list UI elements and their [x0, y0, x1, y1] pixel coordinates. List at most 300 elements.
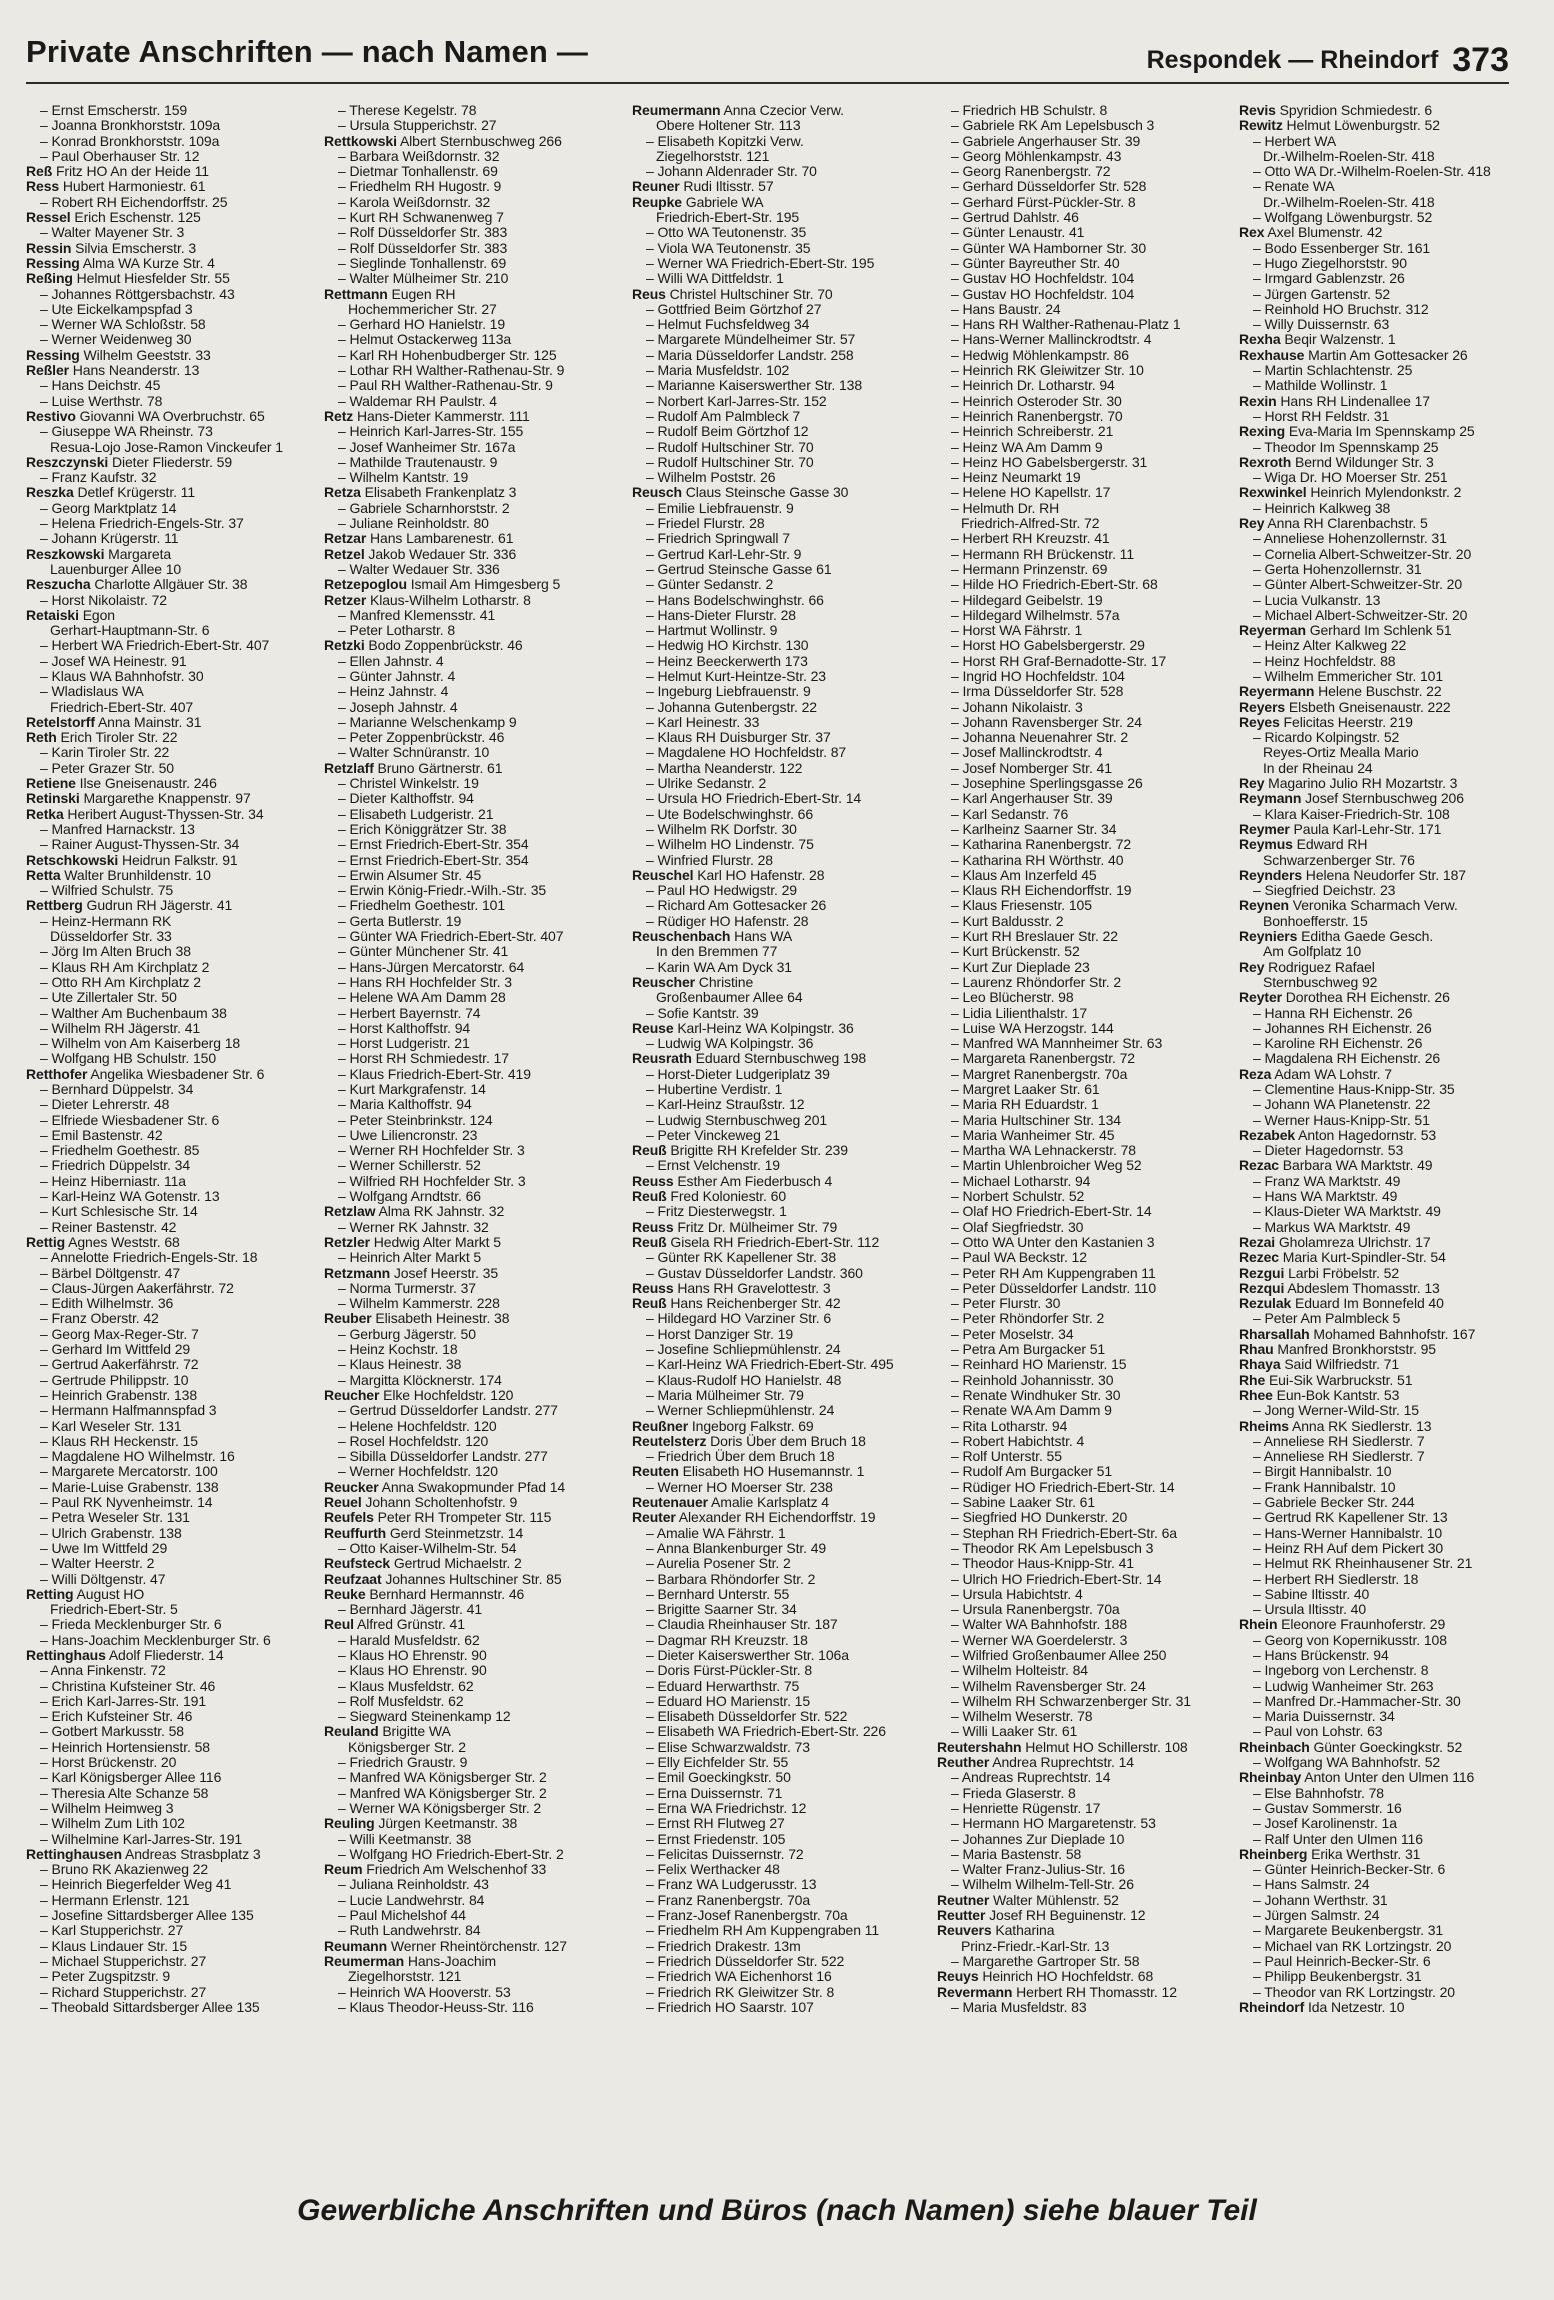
- directory-entry: – Edith Wilhelmstr. 36: [40, 1296, 174, 1312]
- directory-entry: – Gottfried Beim Görtzhof 27: [646, 301, 822, 317]
- directory-entry: Rezabek Anton Hagedornstr. 53: [1239, 1127, 1437, 1143]
- directory-entry: – Kurt Zur Dieplade 23: [951, 959, 1090, 975]
- directory-entry: – Heinz RH Auf dem Pickert 30: [1253, 1540, 1444, 1556]
- directory-entry: Königsberger Str. 2: [348, 1739, 466, 1755]
- directory-entry: – Marianne Kaiserswerther Str. 138: [646, 378, 863, 394]
- directory-entry: Reuß Brigitte RH Krefelder Str. 239: [632, 1143, 848, 1159]
- directory-entry: Rezqui Abdeslem Thomasstr. 13: [1239, 1280, 1440, 1296]
- directory-entry: Reuss Hans RH Gravelottestr. 3: [632, 1280, 831, 1296]
- directory-entry: – Eduard HO Marienstr. 15: [646, 1693, 811, 1709]
- directory-entry: – Claudia Rheinhauser Str. 187: [646, 1617, 838, 1633]
- directory-entry: Reufels Peter RH Trompeter Str. 115: [324, 1510, 552, 1526]
- directory-entry: Reyermann Helene Buschstr. 22: [1239, 684, 1442, 700]
- directory-entry: – Rudolf Am Burgacker 51: [951, 1464, 1113, 1480]
- directory-entry: – Michael Lotharstr. 94: [951, 1173, 1091, 1189]
- directory-entry: Reyter Dorothea RH Eichenstr. 26: [1239, 990, 1450, 1006]
- directory-entry: – Karin WA Am Dyck 31: [646, 959, 792, 975]
- directory-entry: – Margareta Ranenbergstr. 72: [951, 1051, 1135, 1067]
- directory-entry: Rhau Manfred Bronkhorststr. 95: [1239, 1342, 1436, 1358]
- directory-entry: – Ursula HO Friedrich-Ebert-Str. 14: [646, 791, 862, 807]
- listing-columns: [26, 103, 1509, 2163]
- directory-entry: – Brigitte Saarner Str. 34: [646, 1602, 797, 1618]
- directory-entry: Rhaya Said Wilfriedstr. 71: [1239, 1357, 1400, 1373]
- directory-entry: – Heinz Kochstr. 18: [338, 1342, 458, 1358]
- directory-entry: – Margarete Mercatorstr. 100: [40, 1464, 218, 1480]
- directory-entry: In den Bremmen 77: [656, 944, 778, 960]
- directory-entry: – Wilhelm Wilhelm-Tell-Str. 26: [951, 1877, 1134, 1893]
- directory-entry: – Johann Werthstr. 31: [1253, 1892, 1388, 1908]
- directory-entry: – Claus-Jürgen Aakerfährstr. 72: [40, 1280, 234, 1296]
- directory-entry: – Sibilla Düsseldorfer Landstr. 277: [338, 1449, 548, 1465]
- directory-entry: – Ralf Unter den Ulmen 116: [1253, 1831, 1423, 1847]
- directory-entry: – Margret Laaker Str. 61: [951, 1082, 1100, 1097]
- name-range: Respondek — Rheindorf: [1146, 46, 1439, 74]
- directory-entry: – Siegward Steinenkamp 12: [338, 1709, 511, 1725]
- directory-entry: – Juliana Reinholdstr. 43: [338, 1877, 489, 1893]
- directory-entry: – Hildegard Wilhelmstr. 57a: [951, 607, 1120, 623]
- directory-entry: – Margarethe Gartroper Str. 58: [951, 1953, 1140, 1969]
- directory-entry: – Horst Nikolaistr. 72: [40, 592, 167, 608]
- directory-entry: – Irma Düsseldorfer Str. 528: [951, 684, 1124, 700]
- directory-entry: Düsseldorfer Str. 33: [50, 929, 172, 945]
- directory-entry: – Felicitas Duissernstr. 72: [646, 1846, 804, 1862]
- directory-entry: – Anna Finkenstr. 72: [40, 1663, 166, 1679]
- directory-entry: – Peter Rhöndorfer Str. 2: [951, 1311, 1105, 1327]
- directory-entry: – Josef WA Heinestr. 91: [40, 653, 187, 669]
- directory-entry: – Norbert Schulstr. 52: [951, 1189, 1085, 1205]
- directory-entry: – Friedhelm RH Am Kuppengraben 11: [646, 1923, 880, 1939]
- directory-entry: Reus Christel Hultschiner Str. 70: [632, 286, 833, 302]
- directory-entry: Rexin Hans RH Lindenallee 17: [1239, 393, 1430, 409]
- directory-entry: – Manfred Klemensstr. 41: [338, 607, 496, 623]
- directory-entry: – Werner Weidenweg 30: [40, 332, 192, 348]
- directory-entry: – Anna Blankenburger Str. 49: [646, 1540, 827, 1556]
- directory-entry: Reutershahn Helmut HO Schillerstr. 108: [937, 1739, 1188, 1755]
- directory-entry: – Wladislaus WA: [40, 684, 144, 700]
- directory-entry: – Heinz Beeckerwerth 173: [646, 653, 808, 669]
- directory-entry: – Kurt RH Breslauer Str. 22: [951, 929, 1118, 945]
- directory-entry: – Heinz Hochfeldstr. 88: [1253, 653, 1396, 669]
- directory-entry: – Richard Am Gottesacker 26: [646, 898, 827, 914]
- directory-entry: Rettig Agnes Weststr. 68: [26, 1234, 180, 1250]
- directory-entry: Reuscher Christine: [632, 974, 754, 990]
- directory-entry: – Herbert WA Friedrich-Ebert-Str. 407: [40, 638, 270, 654]
- directory-entry: – Heinrich Schreiberstr. 21: [951, 424, 1114, 440]
- directory-entry: – Hermann Halfmannspfad 3: [40, 1403, 217, 1419]
- directory-entry: – Heinrich Biegerfelder Weg 41: [40, 1877, 232, 1893]
- directory-entry: Reuschenbach Hans WA: [632, 929, 793, 945]
- directory-entry: – Wilhelm Weserstr. 78: [951, 1709, 1093, 1725]
- directory-entry: Reuss Fritz Dr. Mülheimer Str. 79: [632, 1219, 838, 1235]
- directory-entry: Retinski Margarethe Knappenstr. 97: [26, 791, 251, 807]
- directory-entry: – Wilhelm RH Schwarzenberger Str. 31: [951, 1693, 1191, 1709]
- directory-entry: – Horst RH Feldstr. 31: [1253, 408, 1390, 424]
- directory-entry: – Ulrike Sedanstr. 2: [646, 776, 767, 792]
- directory-entry: – Eduard Herwarthstr. 75: [646, 1678, 800, 1694]
- directory-entry: – Magdalena RH Eichenstr. 26: [1253, 1051, 1441, 1067]
- directory-entry: – Friedrich RK Gleiwitzer Str. 8: [646, 1984, 835, 2000]
- directory-entry: – Ludwig Sternbuschweg 201: [646, 1112, 828, 1128]
- directory-entry: – Olaf Siegfriedstr. 30: [951, 1219, 1084, 1235]
- directory-entry: Rexwinkel Heinrich Mylendonkstr. 2: [1239, 485, 1462, 501]
- directory-entry: – Johannes RH Eichenstr. 26: [1253, 1020, 1432, 1036]
- directory-entry: – Franz Ranenbergstr. 70a: [646, 1892, 811, 1908]
- directory-entry: – Rosel Hochfeldstr. 120: [338, 1433, 489, 1449]
- directory-entry: – Martin Uhlenbroicher Weg 52: [951, 1158, 1142, 1174]
- directory-entry: – Richard Stupperichstr. 27: [40, 1984, 207, 2000]
- directory-entry: – Katharina RH Wörthstr. 40: [951, 852, 1124, 868]
- directory-entry: – Erna WA Friedrichstr. 12: [646, 1800, 807, 1816]
- directory-entry: – Gertrud Dahlstr. 46: [951, 210, 1079, 226]
- directory-entry: – Anneliese RH Siedlerstr. 7: [1253, 1449, 1425, 1465]
- directory-entry: – Heinz Hiberniastr. 11a: [40, 1173, 186, 1189]
- directory-entry: Reumerman Hans-Joachim: [324, 1953, 497, 1969]
- directory-entry: – Georg von Kopernikusstr. 108: [1253, 1632, 1447, 1648]
- directory-entry: – Heinz Alter Kalkweg 22: [1253, 638, 1407, 654]
- directory-entry: – Klaus Musfeldstr. 62: [338, 1678, 474, 1694]
- directory-entry: Reutelsterz Doris Über dem Bruch 18: [632, 1433, 866, 1449]
- directory-entry: – Lidia Lilienthalstr. 17: [951, 1005, 1088, 1021]
- directory-entry: Rettkowski Albert Sternbuschweg 266: [324, 133, 562, 149]
- directory-entry: – Else Bahnhofstr. 78: [1253, 1785, 1384, 1801]
- directory-entry: Rheindorf Ida Netzestr. 10: [1239, 1999, 1405, 2015]
- directory-entry: Rheinbay Anton Unter den Ulmen 116: [1239, 1770, 1475, 1786]
- directory-entry: – Franz-Josef Ranenbergstr. 70a: [646, 1908, 848, 1924]
- directory-entry: Ressing Alma WA Kurze Str. 4: [26, 255, 215, 271]
- directory-entry: – Emil Bastenstr. 42: [40, 1127, 163, 1143]
- directory-entry: – Manfred WA Königsberger Str. 2: [338, 1785, 547, 1801]
- directory-entry: Rettinghausen Andreas Strasbplatz 3: [26, 1846, 261, 1862]
- directory-entry: Ziegelhorststr. 121: [348, 1969, 462, 1985]
- directory-entry: – Wolfgang Löwenburgstr. 52: [1253, 210, 1433, 226]
- directory-entry: – Martha WA Lehnackerstr. 78: [951, 1143, 1136, 1159]
- directory-entry: – Bernhard Düppelstr. 34: [40, 1082, 194, 1097]
- directory-entry: Prinz-Friedr.-Karl-Str. 13: [961, 1938, 1110, 1954]
- directory-entry: – Günter Bayreuther Str. 40: [951, 255, 1120, 271]
- directory-entry: – Wilfried RH Hochfelder Str. 3: [338, 1173, 526, 1189]
- directory-entry: – Horst Danziger Str. 19: [646, 1326, 793, 1342]
- directory-entry: – Ursula Iltisstr. 40: [1253, 1602, 1367, 1618]
- directory-entry: – Friedel Flurstr. 28: [646, 516, 765, 532]
- directory-entry: Dr.-Wilhelm-Roelen-Str. 418: [1263, 194, 1435, 210]
- directory-entry: Reßing Helmut Hiesfelder Str. 55: [26, 271, 230, 287]
- directory-entry: – Karl Heinestr. 33: [646, 714, 760, 730]
- directory-entry: – Wilhelm Ravensberger Str. 24: [951, 1678, 1146, 1694]
- directory-entry: – Peter Am Palmbleck 5: [1253, 1311, 1401, 1327]
- directory-entry: – Elisabeth Düsseldorfer Str. 522: [646, 1709, 848, 1725]
- directory-entry: Rezac Barbara WA Marktstr. 49: [1239, 1158, 1433, 1174]
- directory-entry: – Henriette Rügenstr. 17: [951, 1800, 1101, 1816]
- directory-entry: – Klaus Theodor-Heuss-Str. 116: [338, 1999, 534, 2015]
- directory-entry: – Cornelia Albert-Schweitzer-Str. 20: [1253, 546, 1472, 562]
- directory-entry: Reum Friedrich Am Welschenhof 33: [324, 1862, 547, 1878]
- directory-entry: In der Rheinau 24: [1263, 760, 1373, 776]
- directory-entry: – Günter Sedanstr. 2: [646, 577, 774, 593]
- directory-entry: Reß Fritz HO An der Heide 11: [26, 164, 209, 180]
- directory-entry: – Werner RK Jahnstr. 32: [338, 1219, 489, 1235]
- directory-entry: – Margarete Beukenbergstr. 31: [1253, 1923, 1444, 1939]
- directory-entry: – Friedrich Düsseldorfer Str. 522: [646, 1953, 845, 1969]
- directory-entry: – Heinrich WA Hooverstr. 53: [338, 1984, 511, 2000]
- footer-note: Gewerbliche Anschriften und Büros (nach Namen) siehe blauer Teil: [297, 2194, 1257, 2227]
- directory-entry: – Heinrich Grabenstr. 138: [40, 1387, 198, 1403]
- directory-entry: – Friedrich Über dem Bruch 18: [646, 1449, 835, 1465]
- directory-entry: – Heinrich Kalkweg 38: [1253, 500, 1391, 516]
- directory-entry: – Karl-Heinz WA Gotenstr. 13: [40, 1189, 220, 1205]
- directory-entry: – Viola WA Teutonenstr. 35: [646, 240, 811, 256]
- directory-entry: – Mathilde Trautenaustr. 9: [338, 454, 498, 470]
- directory-entry: – Hildegard HO Varziner Str. 6: [646, 1311, 832, 1327]
- directory-entry: Reuke Bernhard Hermannstr. 46: [324, 1586, 525, 1602]
- directory-entry: – Gerhard Düsseldorfer Str. 528: [951, 179, 1147, 195]
- directory-entry: – Günter Lenaustr. 41: [951, 225, 1085, 241]
- directory-entry: – Klaus Heinestr. 38: [338, 1357, 462, 1373]
- directory-entry: Rettmann Eugen RH: [324, 286, 456, 302]
- directory-entry: – Heinrich Ranenbergstr. 70: [951, 408, 1123, 424]
- directory-entry: – Peter Zugspitzstr. 9: [40, 1969, 171, 1985]
- directory-entry: Reynders Helena Neudorfer Str. 187: [1239, 867, 1466, 883]
- directory-entry: – Gerhard Fürst-Pückler-Str. 8: [951, 194, 1136, 210]
- directory-entry: Rezgui Larbi Fröbelstr. 52: [1239, 1265, 1400, 1281]
- directory-entry: Rexing Eva-Maria Im Spennskamp 25: [1239, 424, 1475, 440]
- directory-entry: – Rainer August-Thyssen-Str. 34: [40, 837, 240, 853]
- directory-entry: Retka Heribert August-Thyssen-Str. 34: [26, 806, 264, 822]
- directory-entry: – Ellen Jahnstr. 4: [338, 653, 444, 669]
- directory-entry: – Clementine Haus-Knipp-Str. 35: [1253, 1082, 1455, 1097]
- directory-entry: – Friedrich Düppelstr. 34: [40, 1158, 191, 1174]
- directory-entry: Reuffurth Gerd Steinmetzstr. 14: [324, 1525, 524, 1541]
- directory-entry: – Elisabeth WA Friedrich-Ebert-Str. 226: [646, 1724, 886, 1740]
- directory-entry: – Willi Laaker Str. 61: [951, 1724, 1078, 1740]
- directory-entry: Reucker Anna Swakopmunder Pfad 14: [324, 1479, 566, 1495]
- directory-entry: – Klaus WA Bahnhofstr. 30: [40, 668, 204, 684]
- directory-entry: – Jong Werner-Wild-Str. 15: [1253, 1403, 1419, 1419]
- directory-entry: – Peter Lotharstr. 8: [338, 623, 456, 639]
- directory-entry: Retzer Klaus-Wilhelm Lotharstr. 8: [324, 592, 531, 608]
- directory-entry: – Siegfried HO Dunkerstr. 20: [951, 1510, 1128, 1526]
- directory-entry: – Margarete Mündelheimer Str. 57: [646, 332, 856, 348]
- directory-entry: – Maria Wanheimer Str. 45: [951, 1127, 1115, 1143]
- directory-entry: – Paul RH Walther-Rathenau-Str. 9: [338, 378, 553, 394]
- directory-entry: – Werner WA Goerdelerstr. 3: [951, 1632, 1128, 1648]
- directory-entry: Reyerman Gerhard Im Schlenk 51: [1239, 623, 1452, 639]
- directory-entry: – Uwe Liliencronstr. 23: [338, 1127, 478, 1143]
- directory-entry: – Helena Friedrich-Engels-Str. 37: [40, 516, 244, 532]
- directory-entry: – Joseph Jahnstr. 4: [338, 699, 458, 715]
- directory-entry: – Frank Hannibalstr. 10: [1253, 1479, 1396, 1495]
- directory-entry: – Sabine Iltisstr. 40: [1253, 1586, 1370, 1602]
- directory-entry: – Otto Kaiser-Wilhelm-Str. 54: [338, 1540, 517, 1556]
- directory-entry: – Helmut RK Rheinhausener Str. 21: [1253, 1556, 1473, 1572]
- listing-column-5: [1239, 103, 1509, 2163]
- directory-entry: – Karl Königsberger Allee 116: [40, 1770, 222, 1786]
- directory-entry: – Wilfried Schulstr. 75: [40, 883, 174, 899]
- directory-entry: Rettinghaus Adolf Fliederstr. 14: [26, 1647, 224, 1663]
- directory-entry: – Günter WA Friedrich-Ebert-Str. 407: [338, 929, 564, 945]
- directory-entry: – Gerhard HO Hanielstr. 19: [338, 317, 506, 333]
- directory-entry: – Heinz-Hermann RK: [40, 913, 172, 929]
- directory-entry: – Klaus RH Am Kirchplatz 2: [40, 959, 210, 975]
- directory-entry: – Hildegard Geibelstr. 19: [951, 592, 1103, 608]
- directory-entry: – Robert RH Eichendorffstr. 25: [40, 194, 228, 210]
- directory-entry: Retta Walter Brunhildenstr. 10: [26, 867, 211, 883]
- directory-entry: – Otto WA Teutonenstr. 35: [646, 225, 807, 241]
- directory-entry: – Waldemar RH Paulstr. 4: [338, 393, 497, 409]
- directory-entry: – Ludwig WA Kolpingstr. 36: [646, 1036, 814, 1052]
- directory-entry: – Walter Schnüranstr. 10: [338, 745, 490, 761]
- directory-entry: – Gabriele Scharnhorststr. 2: [338, 500, 510, 516]
- directory-entry: – Johann Krügerstr. 11: [40, 531, 179, 547]
- directory-entry: – Kurt Schlesische Str. 14: [40, 1204, 198, 1220]
- directory-entry: – Hans Baustr. 24: [951, 301, 1061, 317]
- directory-entry: Obere Holtener Str. 113: [656, 118, 801, 134]
- directory-entry: Retzlaff Bruno Gärtnerstr. 61: [324, 760, 503, 776]
- directory-entry: – Marie-Luise Grabenstr. 138: [40, 1479, 219, 1495]
- directory-entry: – Doris Fürst-Pückler-Str. 8: [646, 1663, 813, 1679]
- directory-entry: Retelstorff Anna Mainstr. 31: [26, 714, 202, 730]
- directory-entry: – Petra Weseler Str. 131: [40, 1510, 190, 1526]
- directory-entry: – Ernst Friedrich-Ebert-Str. 354: [338, 837, 529, 853]
- directory-entry: – Hermann Erlenstr. 121: [40, 1892, 190, 1908]
- directory-entry: – Hans Salmstr. 24: [1253, 1877, 1370, 1893]
- directory-entry: – Friedhelm RH Hugostr. 9: [338, 179, 502, 195]
- directory-entry: Gerhart-Hauptmann-Str. 6: [50, 623, 210, 639]
- directory-entry: – Johanna Gutenbergstr. 22: [646, 699, 817, 715]
- directory-entry: – Juliane Reinholdstr. 80: [338, 516, 489, 532]
- directory-entry: – Josefine Schliepmühlenstr. 24: [646, 1342, 841, 1358]
- directory-entry: – Konrad Bronkhorststr. 109a: [40, 133, 220, 149]
- directory-entry: Rey Magarino Julio RH Mozartstr. 3: [1239, 776, 1458, 792]
- directory-entry: – Wolfgang HB Schulstr. 150: [40, 1051, 217, 1067]
- directory-entry: – Willy Duissernstr. 63: [1253, 317, 1390, 333]
- directory-entry: Am Golfplatz 10: [1263, 944, 1362, 960]
- directory-entry: – Therese Kegelstr. 78: [338, 103, 477, 118]
- directory-entry: Retzmann Josef Heerstr. 35: [324, 1265, 499, 1281]
- directory-entry: – Herbert Bayernstr. 74: [338, 1005, 481, 1021]
- directory-entry: – Klaus RH Eichendorffstr. 19: [951, 883, 1132, 899]
- directory-entry: – Horst HO Gabelsbergerstr. 29: [951, 638, 1145, 654]
- directory-entry: Retzar Hans Lambarenestr. 61: [324, 531, 514, 547]
- directory-entry: Reutner Walter Mühlenstr. 52: [937, 1892, 1119, 1908]
- directory-entry: – Dieter Hagedornstr. 53: [1253, 1143, 1404, 1159]
- directory-entry: – Werner RH Hochfelder Str. 3: [338, 1143, 525, 1159]
- directory-entry: Rhe Eui-Sik Warbruckstr. 51: [1239, 1372, 1413, 1388]
- directory-entry: – Jürgen Salmstr. 24: [1253, 1908, 1380, 1924]
- directory-entry: – Ernst Velchenstr. 19: [646, 1158, 780, 1174]
- directory-entry: Ressin Silvia Emscherstr. 3: [26, 240, 197, 256]
- directory-entry: Reyes Felicitas Heerstr. 219: [1239, 714, 1413, 730]
- directory-entry: Rharsallah Mohamed Bahnhofstr. 167: [1239, 1326, 1476, 1342]
- page-number: 373: [1452, 41, 1509, 79]
- directory-entry: Reumermann Anna Czecior Verw.: [632, 103, 844, 118]
- directory-entry: Ressing Wilhelm Geeststr. 33: [26, 347, 211, 363]
- directory-entry: – Hedwig HO Kirchstr. 130: [646, 638, 809, 654]
- directory-entry: – Rudolf Beim Görtzhof 12: [646, 424, 809, 440]
- directory-entry: – Helene HO Kapellstr. 17: [951, 485, 1111, 501]
- directory-entry: Reußner Ingeborg Falkstr. 69: [632, 1418, 814, 1434]
- directory-entry: – Emil Goeckingkstr. 50: [646, 1770, 791, 1786]
- directory-entry: – Bruno RK Akazienweg 22: [40, 1862, 209, 1878]
- directory-entry: – Helene WA Am Damm 28: [338, 990, 506, 1006]
- directory-entry: Reuten Elisabeth HO Husemannstr. 1: [632, 1464, 865, 1480]
- directory-entry: – Maria Musfeldstr. 102: [646, 363, 790, 379]
- directory-entry: – Theobald Sittardsberger Allee 135: [40, 1999, 260, 2015]
- directory-entry: – Johann Nikolaistr. 3: [951, 699, 1083, 715]
- directory-entry: – Sabine Laaker Str. 61: [951, 1495, 1096, 1511]
- directory-entry: – Peter Moselstr. 34: [951, 1326, 1074, 1342]
- directory-entry: – Olaf HO Friedrich-Ebert-Str. 14: [951, 1204, 1152, 1220]
- directory-entry: Reszkowski Margareta: [26, 546, 172, 562]
- directory-entry: Reul Alfred Grünstr. 41: [324, 1617, 465, 1633]
- directory-entry: Rex Axel Blumenstr. 42: [1239, 225, 1383, 241]
- directory-entry: – Andreas Ruprechtstr. 14: [951, 1770, 1111, 1786]
- directory-entry: – Wilhelm Heimweg 3: [40, 1800, 174, 1816]
- directory-entry: – Georg Marktplatz 14: [40, 500, 177, 516]
- header-rule: [26, 82, 1509, 84]
- directory-entry: – Gerta Butlerstr. 19: [338, 913, 462, 929]
- directory-entry: – Rudolf Hultschiner Str. 70: [646, 439, 814, 455]
- directory-entry: – Wilhelm Poststr. 26: [646, 470, 776, 486]
- directory-entry: – Ernst Friedenstr. 105: [646, 1831, 786, 1847]
- directory-entry: Ressel Erich Eschenstr. 125: [26, 210, 201, 226]
- directory-entry: Retting August HO: [26, 1586, 145, 1602]
- directory-entry: – Siegfried Deichstr. 23: [1253, 883, 1396, 899]
- directory-entry: – Klaus HO Ehrenstr. 90: [338, 1663, 487, 1679]
- directory-entry: – Michael Stupperichstr. 27: [40, 1953, 207, 1969]
- directory-entry: – Werner Haus-Knipp-Str. 51: [1253, 1112, 1430, 1128]
- directory-entry: – Paul von Lohstr. 63: [1253, 1724, 1383, 1740]
- directory-entry: Reszucha Charlotte Allgäuer Str. 38: [26, 577, 248, 593]
- directory-entry: – Erich Königgrätzer Str. 38: [338, 821, 507, 837]
- directory-entry: – Herbert WA: [1253, 133, 1337, 149]
- directory-entry: – Lucia Vulkanstr. 13: [1253, 592, 1381, 608]
- directory-entry: – Hanna RH Eichenstr. 26: [1253, 1005, 1413, 1021]
- directory-entry: – Franz Oberstr. 42: [40, 1311, 159, 1327]
- directory-entry: – Werner Hochfeldstr. 120: [338, 1464, 498, 1480]
- directory-entry: – Klara Kaiser-Friedrich-Str. 108: [1253, 806, 1450, 822]
- directory-entry: – Christina Kufsteiner Str. 46: [40, 1678, 216, 1694]
- directory-entry: – Klaus Am Inzerfeld 45: [951, 867, 1097, 883]
- directory-entry: – Otto WA Dr.-Wilhelm-Roelen-Str. 418: [1253, 164, 1491, 180]
- directory-entry: – Hans-Werner Hannibalstr. 10: [1253, 1525, 1443, 1541]
- directory-entry: – Karl RH Hohenbudberger Str. 125: [338, 347, 557, 363]
- directory-entry: Reuber Elisabeth Heinestr. 38: [324, 1311, 510, 1327]
- directory-entry: Ress Hubert Harmoniestr. 61: [26, 179, 206, 195]
- directory-entry: – Petra Am Burgacker 51: [951, 1342, 1106, 1358]
- directory-entry: Retzlaw Alma RK Jahnstr. 32: [324, 1204, 505, 1220]
- directory-entry: – Rudolf Am Palmbleck 7: [646, 408, 801, 424]
- directory-entry: – Norbert Karl-Jarres-Str. 152: [646, 393, 827, 409]
- directory-entry: – Rolf Musfeldstr. 62: [338, 1693, 464, 1709]
- directory-entry: – Gerhard Im Wittfeld 29: [40, 1342, 191, 1358]
- directory-entry: – Philipp Beukenbergstr. 31: [1253, 1969, 1422, 1985]
- directory-entry: – Jörg Im Alten Bruch 38: [40, 944, 191, 960]
- directory-entry: Reusrath Eduard Sternbuschweg 198: [632, 1051, 867, 1067]
- directory-entry: Rhee Eun-Bok Kantstr. 53: [1239, 1387, 1400, 1403]
- directory-entry: – Manfred Dr.-Hammacher-Str. 30: [1253, 1693, 1461, 1709]
- directory-entry: – Erich Karl-Jarres-Str. 191: [40, 1693, 207, 1709]
- directory-entry: – Horst Brückenstr. 20: [40, 1755, 177, 1771]
- directory-entry: Reusch Claus Steinsche Gasse 30: [632, 485, 849, 501]
- directory-entry: – Hans Deichstr. 45: [40, 378, 161, 394]
- directory-entry: – Werner HO Moerser Str. 238: [646, 1479, 833, 1495]
- directory-entry: – Karl-Heinz Straußstr. 12: [646, 1097, 805, 1113]
- directory-entry: Reynen Veronika Scharmach Verw.: [1239, 898, 1458, 914]
- directory-entry: – Luise WA Herzogstr. 144: [951, 1020, 1114, 1036]
- directory-entry: Reumann Werner Rheintörchenstr. 127: [324, 1938, 567, 1954]
- directory-entry: – Wolfgang HO Friedrich-Ebert-Str. 2: [338, 1846, 564, 1862]
- directory-entry: – Heinrich Dr. Lotharstr. 94: [951, 378, 1115, 394]
